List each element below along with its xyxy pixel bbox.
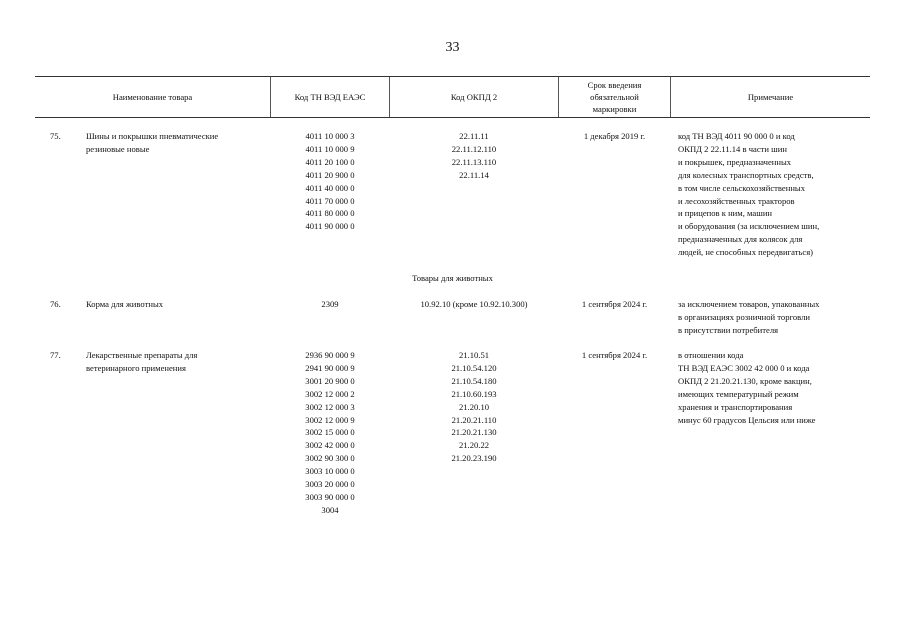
header-tnved-code: Код ТН ВЭД ЕАЭС	[294, 91, 366, 102]
page-number: 33	[445, 40, 460, 55]
header-product-name: Наименование товара	[112, 91, 193, 102]
row-77-marking-date: 1 сентября 2024 г.	[581, 350, 648, 360]
table-header-bottom-rule	[35, 117, 870, 118]
row-76-okpd-codes: 10.92.10 (кроме 10.92.10.300)	[420, 299, 528, 309]
header-okpd-code: Код ОКПД 2	[450, 91, 498, 102]
row-77-product-name: Лекарственные препараты для ветеринарного применения	[86, 350, 198, 373]
row-75-marking-date: 1 декабря 2019 г.	[583, 131, 646, 141]
row-77-tnved-codes: 2936 90 000 9 2941 90 000 9 3001 20 900 0 3002 12 000 2 3002 12 000 3 3002 12 000 9 3002 15 000 0 3002 42 000 0 3002 90 300 0 3003 10 000 0 3003 20 000 0 3003 90 000 0 3004	[305, 350, 355, 515]
row-75-tnved-codes: 4011 10 000 3 4011 10 000 9 4011 20 100 0 4011 20 900 0 4011 40 000 0 4011 70 000 0 4011 80 000 0 4011 90 000 0	[305, 131, 355, 232]
row-75-number: 75.	[50, 131, 61, 141]
row-75-product-name: Шины и покрышки пневматические резиновые новые	[86, 131, 219, 154]
row-76-tnved-codes: 2309	[321, 299, 339, 309]
row-75-note: код ТН ВЭД 4011 90 000 0 и код ОКПД 2 22.11.14 в части шин и покрышек, предназначенных для колесных транспортных средств, в том числе сельскохозяйственных и лесохозяйственных тракторов и прицепов к ним, машин и оборудования (за исключением шин, предназначенных для колясок для людей, не способных передвигаться)	[678, 131, 820, 258]
row-76-note: за исключением товаров, упакованных в организациях розничной торговли в присутствии потребителя	[678, 299, 820, 335]
row-76-marking-date: 1 сентября 2024 г.	[581, 299, 648, 309]
header-marking-date: Срок введения обязательной маркировки	[587, 80, 642, 114]
section-title-animal-goods: Товары для животных	[412, 273, 493, 283]
row-77-note: в отношении кода ТН ВЭД ЕАЭС 3002 42 000 0 и кода ОКПД 2 21.20.21.130, кроме вакцин, имеющих температурный режим хранения и транспортирования минус 60 градусов Цельсия или ниже	[678, 350, 816, 425]
header-note: Примечание	[747, 91, 794, 102]
row-76-number: 76.	[50, 299, 61, 309]
row-77-okpd-codes: 21.10.51 21.10.54.120 21.10.54.180 21.10.60.193 21.20.10 21.20.21.110 21.20.21.130 21.20.22 21.20.23.190	[451, 350, 497, 464]
row-77-number: 77.	[50, 350, 61, 360]
row-76-product-name: Корма для животных	[86, 299, 164, 309]
row-75-okpd-codes: 22.11.11 22.11.12.110 22.11.13.110 22.11.14	[451, 131, 497, 180]
